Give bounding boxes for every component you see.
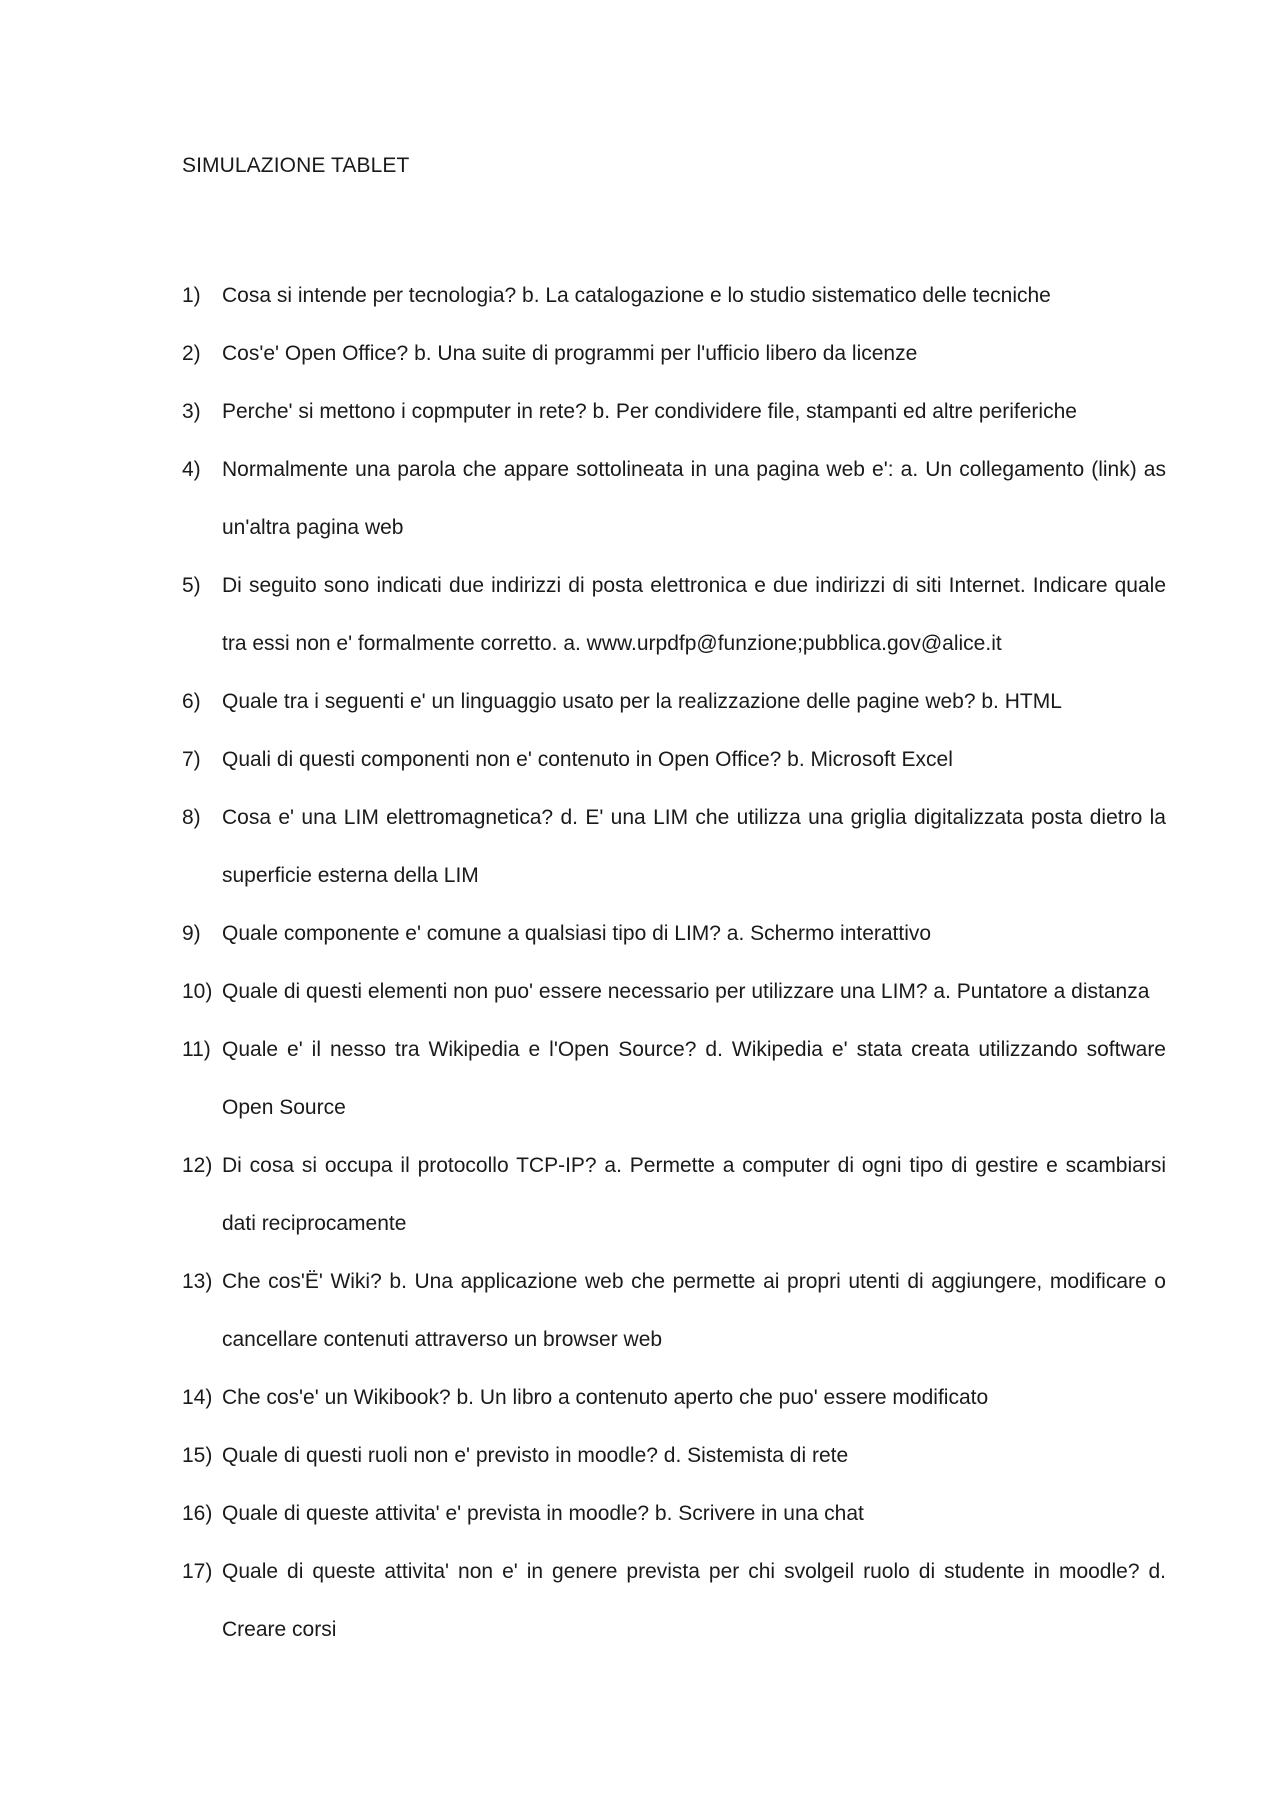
question-number: 9) <box>182 922 201 945</box>
question-number: 7) <box>182 748 201 771</box>
question-item <box>182 383 1166 441</box>
question-item <box>182 1021 1166 1137</box>
question-text: Cos'e' Open Office? b. Una suite di programmi per l'ufficio libero da licenze <box>222 342 918 365</box>
question-item <box>182 1253 1166 1369</box>
question-item <box>182 1137 1166 1253</box>
question-number: 17) <box>182 1560 213 1583</box>
question-text: Quale e' il nesso tra Wikipedia e l'Open Source? d. Wikipedia e' stata creata utilizzando software Open Source <box>222 1038 1166 1119</box>
question-text: Quale componente e' comune a qualsiasi tipo di LIM? a. Schermo interattivo <box>222 922 932 945</box>
question-list <box>182 267 1166 1659</box>
question-item <box>182 1369 1166 1427</box>
question-number: 1) <box>182 284 201 307</box>
question-number: 8) <box>182 806 201 829</box>
question-item <box>182 905 1166 963</box>
question-number: 2) <box>182 342 201 365</box>
question-number: 13) <box>182 1270 213 1293</box>
question-text: Di cosa si occupa il protocollo TCP-IP? a. Permette a computer di ogni tipo di gestire e scambiarsi dati reciprocamente <box>222 1154 1166 1235</box>
question-text: Quale di queste attivita' non e' in genere prevista per chi svolgeil ruolo di studente in moodle? d. Creare corsi <box>222 1560 1166 1641</box>
question-text: Quale di questi elementi non puo' essere necessario per utilizzare una LIM? a. Puntatore a distanza <box>222 980 1150 1003</box>
question-number: 5) <box>182 574 201 597</box>
question-text: Di seguito sono indicati due indirizzi di posta elettronica e due indirizzi di siti Internet. Indicare quale tra essi non e' formalmente corretto. a. www.urpdfp@funzione;pubblica.gov@alice.it <box>222 574 1166 655</box>
question-number: 14) <box>182 1386 213 1409</box>
question-number: 15) <box>182 1444 213 1467</box>
question-number: 4) <box>182 458 201 481</box>
page-title: SIMULAZIONE TABLET <box>182 154 410 177</box>
question-item <box>182 557 1166 673</box>
question-text: Quali di questi componenti non e' contenuto in Open Office? b. Microsoft Excel <box>222 748 953 771</box>
question-text: Perche' si mettono i copmputer in rete? b. Per condividere file, stampanti ed altre periferiche <box>222 400 1077 423</box>
question-text: Cosa e' una LIM elettromagnetica? d. E' una LIM che utilizza una griglia digitalizzata posta dietro la superficie esterna della LIM <box>222 806 1166 887</box>
question-text: Cosa si intende per tecnologia? b. La catalogazione e lo studio sistematico delle tecniche <box>222 284 1051 307</box>
question-item <box>182 267 1166 325</box>
question-item <box>182 1543 1166 1659</box>
question-item <box>182 1427 1166 1485</box>
question-text: Quale di queste attivita' e' prevista in moodle? b. Scrivere in una chat <box>222 1502 864 1525</box>
question-text: Che cos'e' un Wikibook? b. Un libro a contenuto aperto che puo' essere modificato <box>222 1386 989 1409</box>
question-number: 12) <box>182 1154 213 1177</box>
question-number: 6) <box>182 690 201 713</box>
question-text: Che cos'Ë' Wiki? b. Una applicazione web che permette ai propri utenti di aggiungere, modificare o cancellare contenuti attraverso un browser web <box>222 1270 1166 1351</box>
question-number: 10) <box>182 980 213 1003</box>
question-item <box>182 731 1166 789</box>
question-item <box>182 673 1166 731</box>
question-item <box>182 963 1166 1021</box>
question-number: 16) <box>182 1502 213 1525</box>
question-item <box>182 325 1166 383</box>
question-item <box>182 789 1166 905</box>
question-text: Quale di questi ruoli non e' previsto in moodle? d. Sistemista di rete <box>222 1444 849 1467</box>
question-text: Normalmente una parola che appare sottolineata in una pagina web e': a. Un collegamento (link) as un'altra pagina web <box>222 458 1166 539</box>
question-number: 11) <box>182 1038 211 1061</box>
question-item <box>182 441 1166 557</box>
question-number: 3) <box>182 400 201 423</box>
question-text: Quale tra i seguenti e' un linguaggio usato per la realizzazione delle pagine web? b. HTML <box>222 690 1062 713</box>
question-item <box>182 1485 1166 1543</box>
